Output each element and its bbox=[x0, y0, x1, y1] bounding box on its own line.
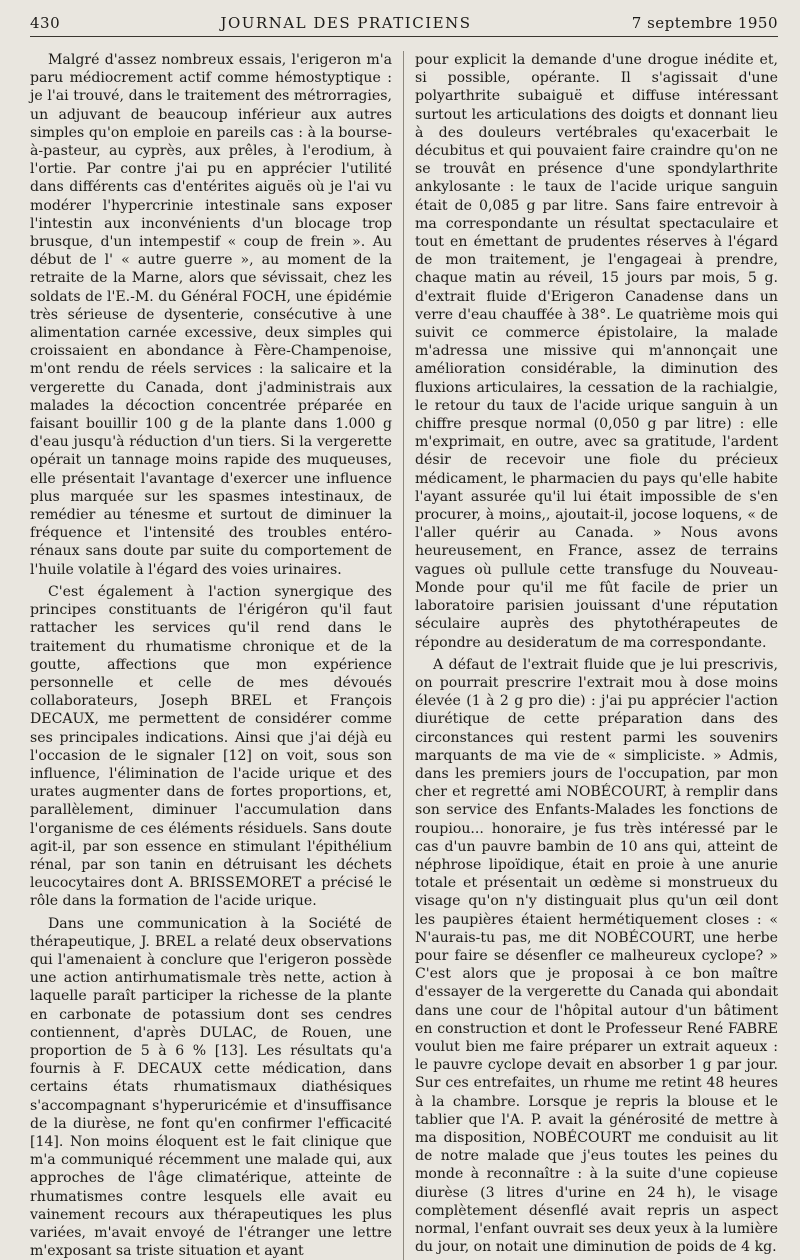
article-body bbox=[30, 51, 778, 1260]
running-header bbox=[30, 14, 778, 37]
paragraph: C'est également à l'action synergique des principes constituants de l'érigéron qu'il faut rattacher les services qu'il rend dans le traitement du rhumatisme chronique et de la goutte, affections que mon expérience personnelle et celle de mes dévoués collaborateurs, Joseph BREL et François DECAUX, me permettent de considérer comme ses principales indications. Ainsi que j'ai déjà eu l'occasion de le signaler [12] on voit, sous son influence, l'élimination de l'acide urique et des urates augmenter dans de fortes proportions, et, parallèlement, diminuer l'accumulation dans l'organisme de ces éléments résiduels. Sans doute agit-il, par son essence en stimulant l'épithélium rénal, par son tanin en détruisant les déchets leucocytaires dont A. BRISSEMORET a précisé le rôle dans la formation de l'acide urique. bbox=[30, 583, 392, 910]
paragraph: pour explicit la demande d'une drogue inédite et, si possible, opérante. Il s'agissait d'une polyarthrite subaiguë et diffuse intéressant surtout les articulations des doigts et donnant lieu à des douleurs vertébrales qu'exacerbait le décubitus et qui pouvaient faire craindre qu'on ne se trouvât en présence d'une spondylarthrite ankylosante : le taux de l'acide urique sanguin était de 0,085 g par litre. Sans faire entrevoir à ma correspondante un résultat spectaculaire et tout en émettant de prudentes réserves à l'égard de mon traitement, je l'engageai à prendre, chaque matin au réveil, 15 jours par mois, 5 g. d'extrait fluide d'Erigeron Canadense dans un verre d'eau chauffée à 38°. Le quatrième mois qui suivit ce commerce épistolaire, la malade m'adressa une missive qui m'annonçait une amélioration considérable, la diminution des fluxions articulaires, la cessation de la rachialgie, le retour du taux de l'acide urique sanguin à un chiffre presque normal (0,050 g par litre) : elle m'exprimait, en outre, avec sa gratitude, l'ardent désir de recevoir une fiole du précieux médicament, le pharmacien du pays qu'elle habite l'ayant assurée qu'il lui était impossible de s'en procurer, à moins,, ajoutait-il, jocose loquens, « de l'aller quérir au Canada. » Nous avons heureusement, en France, assez de terrains vagues où pullule cette transfuge du Nouveau-Monde pour qu'il me fût facile de prier un laboratoire parisien jouissant d'une réputation séculaire auprès des phytothérapeutes de répondre au desideratum de ma correspondante. bbox=[415, 52, 778, 651]
right-column bbox=[404, 51, 778, 1260]
page-number: 430 bbox=[30, 14, 61, 32]
paragraph: Malgré d'assez nombreux essais, l'erigeron m'a paru médiocrement actif comme hémostyptique : je l'ai trouvé, dans le traitement des métrorragies, un adjuvant de beaucoup inférieur aux autres simples qu'on emploie en pareils cas : à la bourse-à-pasteur, au cyprès, aux prêles, à l'erodium, à l'ortie. Par contre j'ai pu en apprécier l'utilité dans différents cas d'entérites aiguës où je l'ai vu modérer l'hypercrinie intestinale sans exposer l'intestin aux inconvénients d'un blocage trop brusque, d'un intempestif « coup de frein ». Au début de l' « autre guerre », au moment de la retraite de la Marne, alors que sévissait, chez les soldats de l'E.-M. du Général FOCH, une épidémie très sérieuse de dysenterie, consécutive à une alimentation carnée excessive, deux simples qui croissaient en abondance à Fère-Champenoise, m'ont rendu de réels services : la salicaire et la vergerette du Canada, dont j'administrais aux malades la décoction concentrée préparée en faisant bouillir 100 g de la plante dans 1.000 g d'eau jusqu'à réduction d'un tiers. Si la vergerette opérait un tannage moins rapide des muqueuses, elle présentait l'avantage d'exercer une influence plus marquée sur les spasmes intestinaux, de remédier au ténesme et surtout de diminuer la fréquence et l'intensité des troubles entéro-rénaux sans doute par suite du comportement de l'huile volatile à l'égard des voies urinaires. bbox=[30, 52, 392, 578]
paragraph: Dans une communication à la Société de thérapeutique, J. BREL a relaté deux observations qui l'amenaient à conclure que l'erigeron possède une action antirhumatismale très nette, action à laquelle paraît participer la richesse de la plante en carbonate de potassium dont ses cendres contiennent, d'après DULAC, de Rouen, une proportion de 5 à 6 % [13]. Les résultats qu'a fournis à F. DECAUX cette médication, dans certains états rhumatismaux diathésiques s'accompagnant s'hyperuricémie et d'insuffisance de la diurèse, ne font qu'en confirmer l'efficacité [14]. Non moins éloquent est le fait clinique que m'a communiqué récemment une malade qui, aux approches de l'âge climatérique, atteinte de rhumatismes contre lesquels elle avait eu vainement recours aux thérapeutiques les plus variées, m'avait envoyé de l'étranger une lettre m'exposant sa triste situation et ayant bbox=[30, 915, 392, 1260]
paragraph: A défaut de l'extrait fluide que je lui prescrivis, on pourrait prescrire l'extrait mou à dose moins élevée (1 à 2 g pro die) : j'ai pu apprécier l'action diurétique de cette préparation dans des circonstances qui restent parmi les souvenirs marquants de ma vie de « simpliciste. » Admis, dans les premiers jours de l'occupation, par mon cher et regretté ami NOBÉCOURT, à remplir dans son service des Enfants-Malades les fonctions de roupiou... honoraire, je fus très intéressé par le cas d'un pauvre bambin de 10 ans qui, atteint de néphrose lipoïdique, était en proie à une anurie totale et présentait un œdème si monstrueux du visage qu'on n'y distinguait plus qu'un œil dont les paupières étaient hermétiquement closes : « N'aurais-tu pas, me dit NOBÉCOURT, une herbe pour faire se désenfler ce malheureux cyclope? » C'est alors que je proposai à ce bon maître d'essayer de la vergerette du Canada qui abondait dans une cour de l'hôpital autour d'un bâtiment en construction et dont le Professeur René FABRE voulut bien me faire préparer un extrait aqueux : le pauvre cyclope devait en absorber 1 g par jour. Sur ces entrefaites, un rhume me retint 48 heures à la chambre. Lorsque je repris la blouse et le tablier que l'A. P. avait la générosité de mettre à ma disposition, NOBÉCOURT me conduisit au lit de notre malade que j'eus toutes les peines du monde à reconnaître : à la suite d'une copieuse diurèse (3 litres d'urine en 24 h), le visage complètement désenflé avait repris un aspect normal, l'enfant ouvrait ses deux yeux à la lumière du jour, on notait une diminution de poids de 4 kg. bbox=[415, 656, 778, 1256]
left-column bbox=[30, 51, 404, 1260]
issue-date: 7 septembre 1950 bbox=[631, 14, 778, 32]
journal-title: JOURNAL DES PRATICIENS bbox=[220, 14, 472, 32]
